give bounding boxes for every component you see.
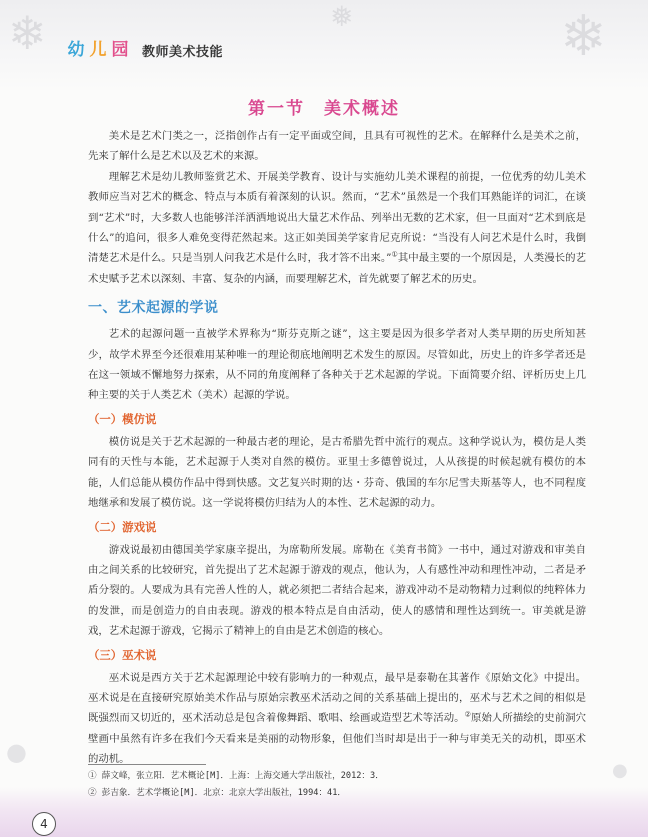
page-header — [66, 36, 223, 64]
footnotes — [88, 768, 586, 802]
subsection-intro: 艺术的起源问题一直被学术界称为“斯芬克斯之谜”，这主要是因为很多学者对人类早期的历史所知甚少，故学术界至今还很难用某种唯一的理论彻底地阐明艺术发生的原因。尽管如此，历史上的许多学者还是在这一领域不懈地努力探索，从不同的角度阐释了各种关于艺术起源的学说。下面简要介绍、评析历史上几种主要的关于人类艺术（美术）起源的学说。 — [88, 328, 586, 402]
footnote-divider — [88, 764, 206, 765]
theory-heading: （一）模仿说 — [88, 411, 157, 426]
page-number: 4 — [32, 812, 56, 836]
footnote-marker: ② — [464, 710, 471, 719]
logo-char: 园 — [111, 40, 129, 60]
kindergarten-logo — [66, 39, 130, 61]
theory-paragraph: 模仿说是关于艺术起源的一种最古老的理论，是古希腊先哲中流行的观点。这种学说认为，模仿是人类同有的天性与本能，艺术起源于人类对自然的模仿。亚里士多德曾说过，人从孩提的时候起就有模仿的本能，人们总能从模仿作品中得到快感。文艺复兴时期的达・芬奇、俄国的车尔尼雪夫斯基等人，也不同程度地继承和发展了模仿说。这一学说将模仿归结为人的本性、艺术起源的动力。 — [88, 435, 586, 510]
snowflake-decoration-icon: ❄ — [8, 6, 47, 60]
logo-char: 儿 — [89, 40, 107, 60]
snowflake-decoration-icon: ❅ — [330, 0, 354, 33]
snowflake-decoration-icon: ❄ — [560, 4, 607, 69]
footnote: ① 薛文峰，张立阳．艺术概论[M]．上海：上海交通大学出版社，2012：3． — [88, 771, 384, 781]
theory-paragraph — [88, 668, 586, 770]
logo-char: 幼 — [67, 40, 85, 60]
paragraph-text: 巫术说是西方关于艺术起源理论中较有影响力的一种观点，最早是泰勒在其著作《原始文化》中提出。巫术说是在直接研究原始美术作品与原始宗教巫术活动之间的关系基础上提出的，巫术与艺术之间的相似是既强烈而又切近的，巫术活动总是包含着像舞蹈、歌唱、绘画或造型艺术等活动。 — [88, 671, 586, 725]
paragraph-text: 其中最主要的一个原因是，人类漫长的艺术史赋予艺术以深刻、丰富、复杂的内涵，而要理解艺术，首先就要了解艺术的历史。 — [88, 252, 587, 285]
theory-heading: （二）游戏说 — [88, 519, 157, 534]
paragraph-text: 理解艺术是幼儿教师鉴赏艺术、开展美学教育、设计与实施幼儿美术课程的前提，一位优秀的幼儿美术教师应当对艺术的概念、特点与本质有着深刻的认识。然而，“艺术”虽然是一个我们耳熟能详的词汇，在谈到“艺术”时，大多数人也能够洋洋洒洒地说出大量艺术作品、列举出无数的艺术家，但一旦面对“艺术到底是什么”的追问，很多人难免变得茫然起来。这正如美国美学家肯尼克所说：“当没有人问艺术是什么时，我倒清楚艺术是什么。只是当别人问我艺术是什么时，我才答不出来。” — [88, 170, 586, 265]
section-title: 第一节 美术概述 — [248, 99, 400, 119]
book-title: 教师美术技能 — [142, 44, 224, 60]
paw-print-decoration-icon: ● — [612, 760, 628, 781]
intro-paragraph: 美术是艺术门类之一，泛指创作占有一定平面或空间，且具有可视性的艺术。在解释什么是美术之前，先来了解什么是艺术以及艺术的来源。 — [88, 130, 586, 163]
footnote: ② 彭吉象．艺术学概论[M]．北京：北京大学出版社，1994：41． — [88, 788, 346, 798]
intro-paragraph — [88, 167, 586, 289]
paragraph-text: 原始人所描绘的史前洞穴壁画中虽然有许多在我们今天看来是美丽的动物形象，但他们当时却是出于一种与审美无关的动机，即巫术的动机。 — [88, 712, 587, 766]
subsection-heading: 一、艺术起源的学说 — [88, 300, 219, 317]
main-content — [88, 126, 586, 770]
paw-print-decoration-icon: ● — [6, 738, 27, 766]
theory-heading: （三）巫术说 — [88, 647, 157, 662]
footnote-marker: ① — [391, 250, 398, 259]
theory-paragraph: 游戏说最初由德国美学家康辛提出，为席勒所发展。席勒在《美育书简》一书中，通过对游戏和审美自由之间关系的比较研究，首先提出了艺术起源于游戏的观点，他认为，人有感性冲动和理性冲动，二者是矛盾分裂的。人要成为具有完善人性的人，就必须把二者结合起来，游戏冲动不是动物精力过剩似的纯粹体力的发泄，而是创造力的自由表现。游戏的根本特点是自由活动，使人的感情和理性达到统一。审美就是游戏，艺术起源于游戏，它揭示了精神上的自由是艺术创造的核心。 — [88, 543, 586, 638]
